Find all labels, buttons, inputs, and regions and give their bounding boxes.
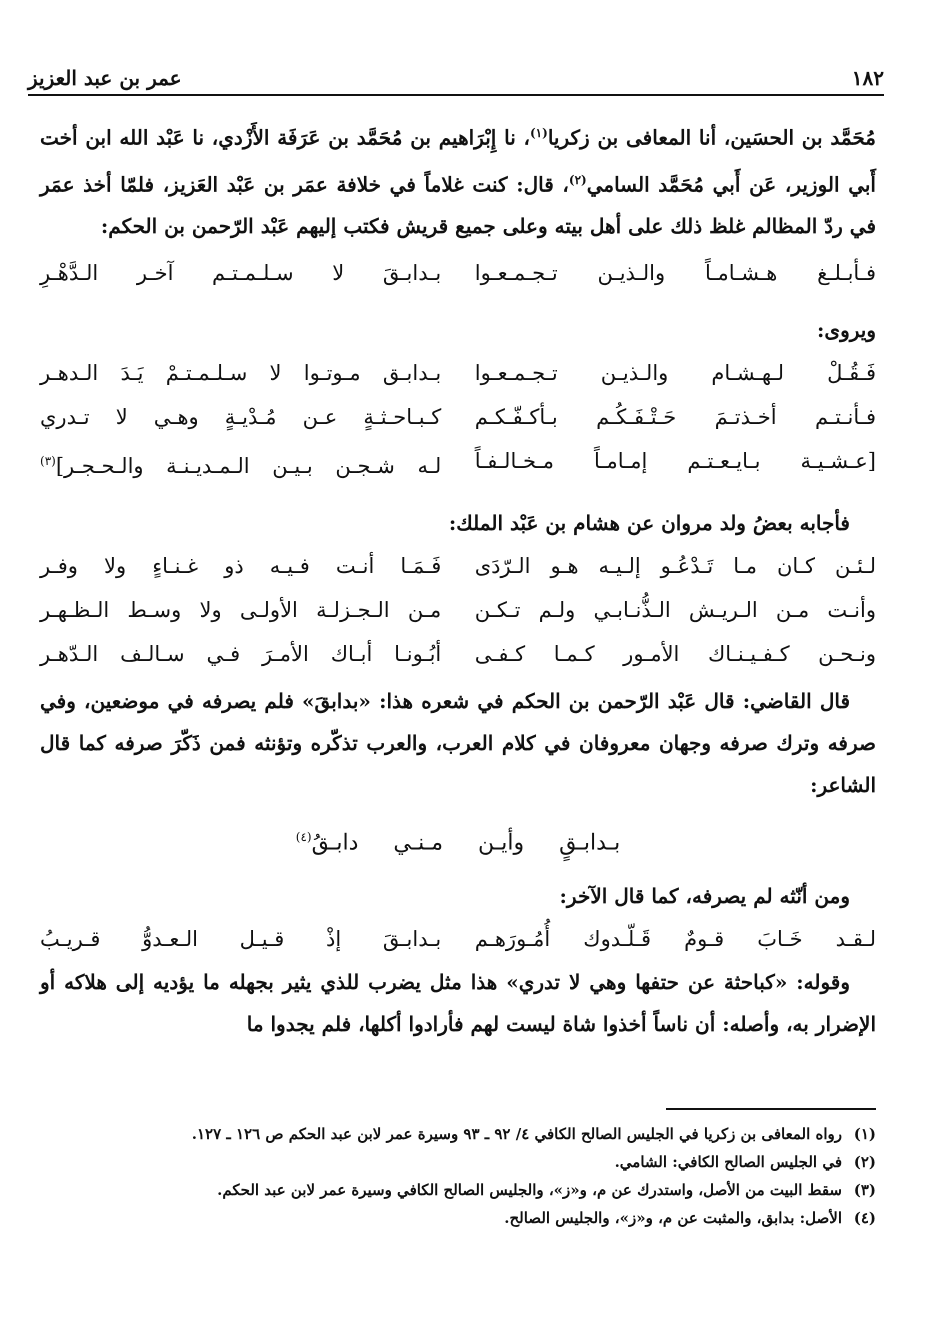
footnote-1-text: رواه المعافى بن زكريا في الجليس الصالح الكافي ٤/ ٩٢ ـ ٩٣ وسيرة عمر لابن عبد الحكم ص ١٢٦ ـ ١٢٧.: [191, 1125, 842, 1143]
footnote-ref-1: (١): [529, 126, 548, 140]
verse-3-1-first-hemistich: لـئـن كـان مـا تَـدْعُـو إلـيـه هـو الـرّدَى: [474, 554, 876, 579]
verse-3-1: [40, 544, 876, 588]
footnote-ref-3: (٣): [40, 454, 56, 469]
verse-5: [40, 917, 876, 961]
verse-3-2-second-hemistich: مـن الـجـزلـة الأولـى ولا وسـط الـظـهـر: [40, 598, 442, 623]
verse-4: [40, 814, 876, 866]
paragraph-1: [40, 112, 876, 247]
verse-3-3-second-hemistich: أبُـونـا أبـاك الأمـرَ فـي سـالـف الـدّهـر: [40, 642, 442, 667]
paragraph-5: وقوله: «كباحثة عن حتفها وهي لا تدري» هذا مثل يضرب للذي يثير بجهله ما يؤديه إلى هلاكه أو الإضرار به، وأصله: أن ناساً أخذوا شاة ليست لهم فأرادوا أكلها، فلم يجدوا ما: [40, 969, 876, 1036]
verse-5-first-hemistich: لـقـد خَـابَ قـومٌ قَـلّـدوك أُمُـورَهـم: [474, 926, 876, 951]
verse-3-1-second-hemistich: فَـمَـا أنـت فـيـه ذو غـنـاءٍ ولا وفـر: [40, 554, 442, 579]
paragraph-4: ومن أنّثه لم يصرفه، كما قال الآخر:: [559, 883, 850, 908]
page-header: [28, 50, 884, 96]
verse-1-second-hemistich: بـدابـقَ لا سـلـمـتـم آخـر الـدَّهْـرِ: [40, 261, 442, 286]
footnote-4-text: الأصل: بدابق، والمثبت عن م، و«ز»، والجليس الصالح.: [504, 1209, 842, 1227]
verse-2-3-second-text: لـه شـجـن بـيـن الـمـديـنـة والـحـجـر]: [55, 454, 442, 479]
verse-2-1: [40, 351, 876, 395]
main-text: [40, 112, 876, 1045]
verse-2-2: [40, 395, 876, 439]
verse-2-3-second-hemistich: [40, 439, 441, 488]
footnote-3: [40, 1176, 876, 1204]
footnote-2: [40, 1148, 876, 1176]
verse-2-2-first-hemistich: فـأنـتـم أخـذتـمَ حَـتْـفَـكُـم بـأكـفّـكـم: [474, 405, 876, 430]
verse-3-2-first-hemistich: وأنـت مـن الـريـش الـذُّنـابـي ولـم تـكـن: [474, 598, 876, 623]
footnote-1-number: (١): [853, 1125, 876, 1143]
verse-4-text: بـدابـقٍ وأيـن مـنـي دابـقُ: [311, 830, 621, 856]
paragraph-1-part-b: ، نا إِبْرَاهيم بن مُحَمَّد بن عَرَفَة الأَزْدي، نا عَبْد الله ابن أخت أَبي الوزير، عَن أَبي مُحَمَّد السامي: [40, 125, 876, 197]
footnote-2-number: (٢): [853, 1153, 876, 1171]
footnote-3-text: سقط البيت من الأصل، واستدرك عن م، و«ز»، والجليس الصالح الكافي وسيرة عمر لابن عبد الحكم.: [217, 1181, 842, 1199]
footnotes: [40, 1108, 876, 1232]
verse-2-3: [40, 439, 876, 488]
paragraph-3: قال القاضي: قال عَبْد الرّحمن بن الحكم في شعره هذا: «بدابقَ» فلم يصرفه في موضعين، وفي صرفه وترك صرفه وجهان معروفان في كلام العرب، والعرب تذكّره وتؤنثه فمن ذَكّرَ صرفه كما قال الشاعر:: [40, 689, 876, 798]
footnote-separator: [666, 1108, 876, 1110]
footnote-2-text: في الجليس الصالح الكافي: الشامي.: [614, 1153, 842, 1171]
paragraph-1-part-c: ، قال: كنت غلاماً في خلافة عمَر بن عَبْد العَزيز، فلمّا أخذ عمَر في ردّ المظالم غلظ ذلك على أهل بيته وعلى جميع قريش فكتب إليهم عَبْد الرّحمن بن الحكم:: [40, 172, 876, 239]
verse-3-3-first-hemistich: ونـحـن كـفـيـنـاك الأمـور كـمـا كـفـى: [474, 642, 876, 667]
footnote-3-number: (٣): [853, 1181, 876, 1199]
verse-5-second-hemistich: بـدابـقَ إذْ قـيـل الـعـدوُّ قـريـبُ: [40, 926, 442, 951]
footnote-ref-4: (٤): [295, 830, 312, 845]
yurwa-line: ويروى:: [817, 318, 876, 343]
verse-3-2: [40, 588, 876, 632]
paragraph-1-part-a: مُحَمَّد بن الحسَين، أنا المعافى بن زكريا: [547, 125, 877, 150]
footnote-4: [40, 1204, 876, 1232]
verse-2-3-first-hemistich: [عـشـيـة بـايـعـتـم إمـامـاً مـخـالـفـاً: [474, 449, 876, 474]
paragraph-2: فأجابه بعضُ ولد مروان عن هشام بن عَبْد الملك:: [448, 511, 850, 536]
running-title: عمر بن عبد العزيز: [28, 66, 182, 90]
page-number: ١٨٢: [851, 66, 884, 90]
verse-2-1-second-hemistich: بـدابـق مـوتـوا لا سـلـمـتـمْ يَـدَ الـدهـر: [40, 361, 442, 386]
footnote-ref-2: (٢): [568, 172, 587, 187]
verse-2-1-first-hemistich: فَـقُـلْ لـهـشـام والـذيـن تـجـمـعـوا: [474, 361, 876, 386]
verse-2-2-second-hemistich: كـبـاحـثـةٍ عـن مُـدْيـةٍ وهـي لا تـدري: [40, 405, 442, 430]
verse-1: [40, 251, 876, 295]
verse-1-first-hemistich: فـأبـلـغ هـشـامـاً والـذيـن تـجـمـعـوا: [474, 261, 876, 286]
verse-3-3: [40, 632, 876, 676]
footnote-1: [40, 1120, 876, 1148]
footnote-4-number: (٤): [853, 1209, 876, 1227]
